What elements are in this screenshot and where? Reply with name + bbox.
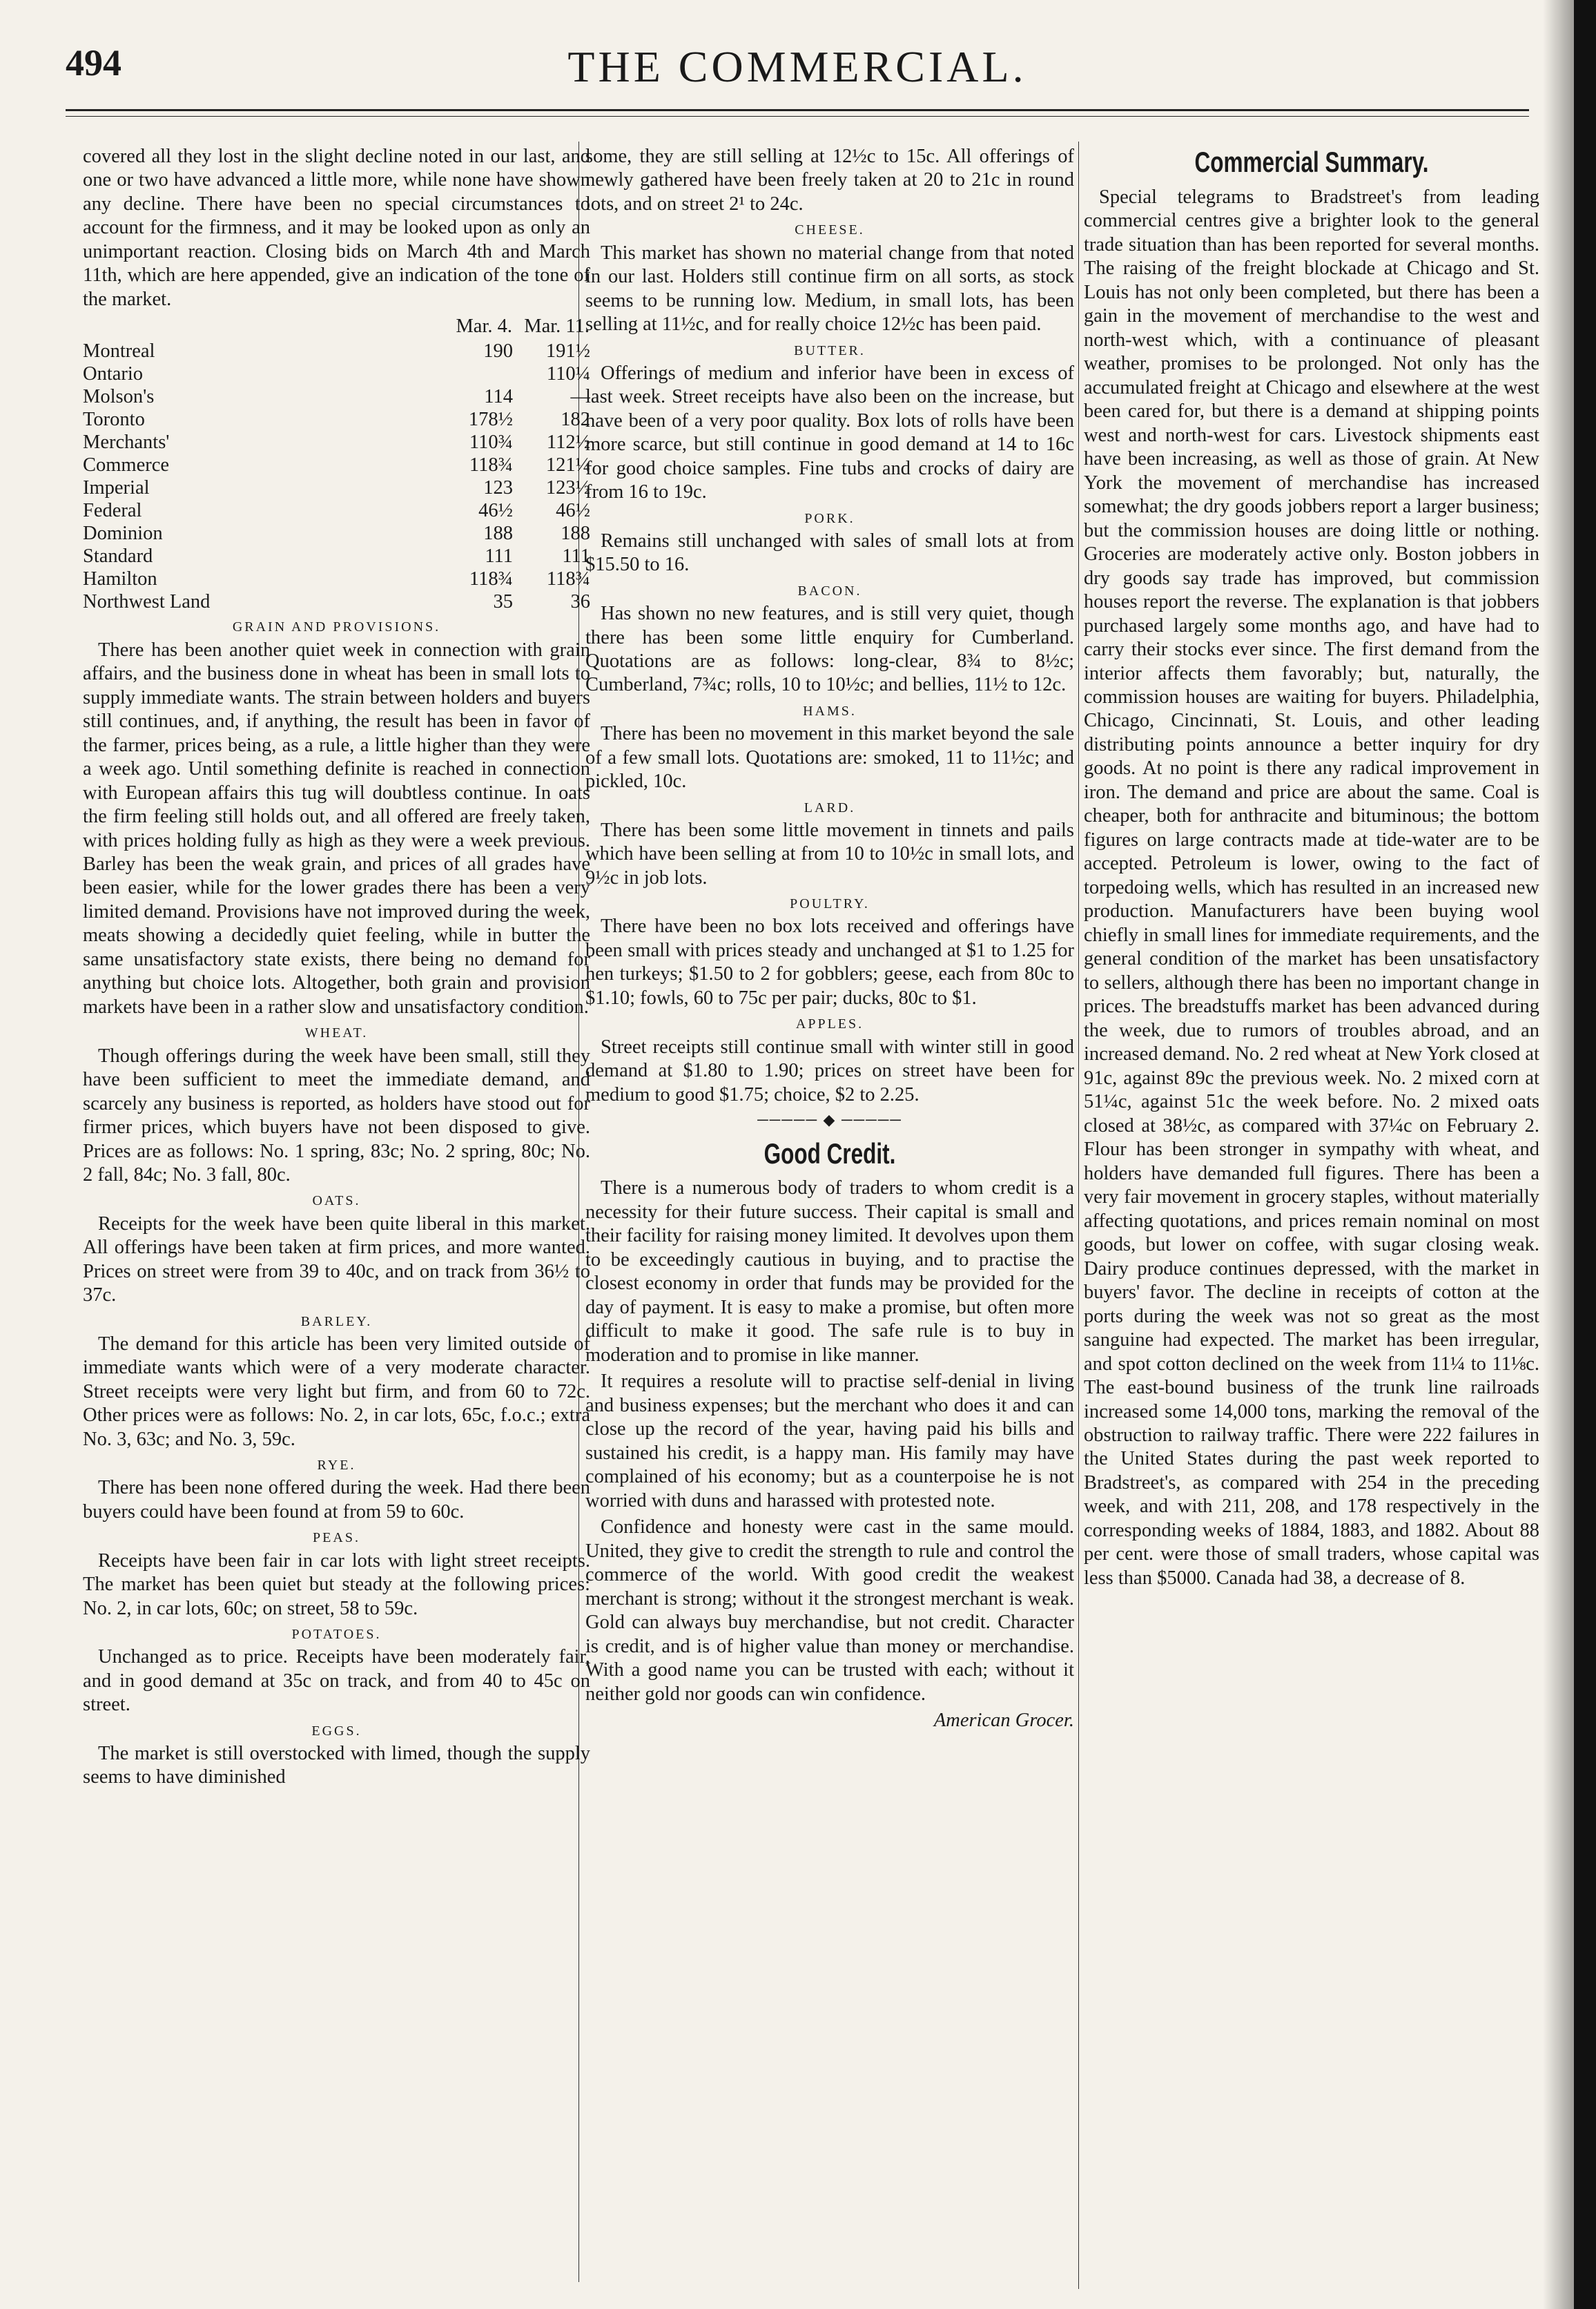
table-row <box>83 499 590 522</box>
stock-name: Imperial <box>83 477 150 499</box>
paragraph: Receipts for the week have been quite liberal in this market. All offerings have been taken at firm prices, and more wanted. Prices on street were from 39 to 40c, and on track from 36½ to 37c. <box>83 1213 590 1306</box>
column-middle <box>585 145 1074 2292</box>
stock-bid: 46½ <box>478 500 513 522</box>
paragraph: Remains still unchanged with sales of small lots at from $15.50 to 16. <box>585 530 1074 576</box>
table-header-row <box>83 314 590 339</box>
stock-name: Merchants' <box>83 432 170 454</box>
section-heading: EGGS. <box>311 1723 362 1739</box>
stock-bid: 188 <box>483 523 513 545</box>
paragraph: Offerings of medium and inferior have been in excess of last week. Street receipts have also been on the increase, but have been of a very poor quality. Box lots of rolls have been more scarce, but still continue in good demand at 14 to 16c for good choice samples. Fine tubs and crocks of dairy are from 16 to 19c. <box>585 362 1074 503</box>
paragraph: There has been another quiet week in connection with grain affairs, and the business done in wheat has been in small lots to supply immediate wants. The strain between holders and buyers still continues, and, if anything, the result has been in favor of the farmer, prices being, as a rule, a little higher than they were a week ago. Until something definite is reached in connection with European affairs this tug will doubtless continue. In oats the firm feeling still holds out, and all offered are freely taken, with prices holding fully as high as they were a week previous. Barley has been the weak grain, and prices of all grades have been easier, while for the lower grades there has been a very limited demand. Provisions have not improved during the week, meats showing a decidedly quiet feeling, while in butter the same unsatisfactory state exists, there being no demand for anything but choice lots. Altogether, both grain and provision markets have been in a rather slow and unsatisfactory condition. <box>83 639 590 1018</box>
stock-name: Montreal <box>83 340 155 362</box>
stock-bid: 36 <box>570 591 590 613</box>
paragraph: Has shown no new features, and is still very quiet, though there has been some little enquiry for Cumberland. Quotations are as follows: long-clear, 8¾ to 8½c; Cumberland, 7¾c; rolls, 10 to 10½c; and bellies, 11½ to 12c. <box>585 603 1074 696</box>
table-row <box>83 545 590 568</box>
article-title: Commercial Summary. <box>1194 146 1429 178</box>
stock-name: Hamilton <box>83 568 157 590</box>
stock-name: Molson's <box>83 385 155 407</box>
stock-bid: 191½ <box>545 340 590 362</box>
paragraph: Unchanged as to price. Receipts have been moderately fair, and in good demand at 35c on track, and from 40 to 45c on street. <box>83 1646 590 1716</box>
stock-bid: 35 <box>493 591 513 613</box>
table-row <box>83 454 590 476</box>
article-title: Good Credit. <box>763 1137 896 1170</box>
paragraph: There is a numerous body of traders to whom credit is a necessity for their future success. Their capital is small and their facility for raising money limited. It devolves upon them to be exceedingly cautious in buying, and to practise the closest economy in order that funds may be provided for the day of payment. It is easy to make a promise, but often more difficult to make it good. The safe rule is to buy in moderation and to promise in like manner. <box>585 1177 1074 1366</box>
header-rule <box>66 109 1529 111</box>
paragraph: covered all they lost in the slight decline noted in our last, and one or two have advanced a little more, while none have shown any decline. There have been no special circumstances to account for the firmness, and it may be looked upon as only an unimportant reaction. Closing bids on March 4th and March 11th, which are here appended, give an indication of the tone of the market. <box>83 146 590 310</box>
stock-name: Dominion <box>83 523 163 545</box>
header-rule-thin <box>66 116 1529 117</box>
section-heading: BUTTER. <box>794 342 866 358</box>
table-row <box>83 522 590 545</box>
table-row <box>83 568 590 590</box>
stock-bid: 118¾ <box>469 454 513 476</box>
stock-bid: 111 <box>485 545 513 568</box>
stock-bid <box>436 363 513 385</box>
paragraph: The market is still overstocked with limed, though the supply seems to have diminished <box>83 1742 590 1788</box>
stock-bid: 121¼ <box>545 454 590 476</box>
paragraph: Special telegrams to Bradstreet's from leading commercial centres give a brighter look to the general trade situation than has been reported for several months. The raising of the freight blockade at Chicago and St. Louis has not only been completed, but there has been a gain in the movement of merchandise to the west and north-west which, with a continuance of pleasant weather, promises to be prolonged. Not only has the accumulated freight at Chicago and elsewhere at the west been cared for, but there is a demand at shipping points west and north-west for cars. Livestock shipments east have been increasing, as well as those of grain. At New York the movement of merchandise has increased somewhat; the dry goods jobbers report a larger business; but the commission houses are doing little or nothing. Groceries are moderately active only. Boston jobbers in dry goods say trade has improved, but commission houses report the reverse. The explanation is that jobbers purchased largely some months ago, and have had to carry their stocks ever since. The first demand from the interior affects them favorably; but, naturally, the commission houses are waiting for buyers. Philadelphia, Chicago, Cincinnati, St. Louis, and other leading distributing points announce a better inquiry for dry goods. At no point is there any radical improvement in iron. The demand and price are about the same. Coal is cheaper, both for anthracite and bituminous; the bottom figures on large contracts made at tide-water are to be accepted. Petroleum is lower, owing to the fact of torpedoing wells, which has resulted in an increased new production. Manufacturers have been buying wool chiefly in small lines for immediate requirements, and the general condition of the market has been unsatisfactory to sellers, although there has been no important change in prices. The breadstuffs market has been advanced during the week, due to rumors of troubles abroad, and an increased demand. No. 2 red wheat at New York closed at 91c, against 89c the previous week. No. 2 mixed corn at 51¼c, against 51c the week before. No. 2 mixed oats closed at 38½c, as compared with 37¼c on February 2. Flour has been stronger in sympathy with wheat, and holders have demanded full figures. There has been a very fair movement in grocery staples, without materially affecting quotations, and prices remain nominal on most goods, but lower on coffee, with sugar closing weak. Dairy produce continues depressed, with the market in buyers' favor. The decline in receipts of cotton at the ports during the week was not so great as the most sanguine had expected. The market has been irregular, and spot cotton declined on the week from 11¼ to 11⅛c. The east-bound business of the trunk line railroads increased some 14,000 tons, marking the removal of the obstruction to railway traffic. There were 222 failures in the United States during the past week reported to Bradstreet's, as compared with 254 in the preceding week, and with 211, 208, and 178 respectively in the corresponding weeks of 1884, 1883, and 1882. About 88 per cent. were those of small traders, whose capital was less than $5000. Canada had 38, a decrease of 8. <box>1084 186 1539 1589</box>
stock-bid: 112½ <box>546 432 590 454</box>
page-number: 494 <box>66 42 121 84</box>
paragraph: Receipts have been fair in car lots with light street receipts. The market has been quiet but steady at the following prices: No. 2, in car lots, 60c; on street, 58 to 59c. <box>83 1549 590 1619</box>
section-heading: GRAIN AND PROVISIONS. <box>232 619 441 635</box>
bank-stock-table <box>83 314 590 613</box>
section-heading: PEAS. <box>313 1530 360 1546</box>
table-row <box>83 476 590 499</box>
section-heading: RYE. <box>317 1458 356 1474</box>
stock-bid: 118¾ <box>546 568 590 590</box>
paragraph: It requires a resolute will to practise self-denial in living and business expenses; but the merchant who does it and can close up the record of the year, having paid his bills and sustained his credit, is a happy man. His family may have complained of his economy; but as a counterpoise he is not worried with duns and harassed with protested note. <box>585 1371 1074 1511</box>
paragraph: This market has shown no material change from that noted in our last. Holders still continue firm on all sorts, as stock seems to be running low. Medium, in small lots, has been selling at 11½c, and for really choice 12½c has been paid. <box>585 242 1074 336</box>
stock-bid: 110¼ <box>546 363 590 385</box>
stock-bid: 123 <box>483 477 513 499</box>
stock-bid: 178½ <box>468 409 513 431</box>
stock-bid: 188 <box>561 523 590 545</box>
page-header <box>66 41 1529 117</box>
table-header: Mar. 4. <box>456 316 512 338</box>
stock-bid: 182 <box>561 409 590 431</box>
article-source: American Grocer. <box>933 1710 1074 1732</box>
paragraph: Street receipts still continue small with winter still in good demand at $1.80 to 1.90; prices on street have been for medium to good $1.75; choice, $2 to 2.25. <box>585 1036 1074 1105</box>
section-heading: HAMS. <box>803 703 857 719</box>
stock-bid: 118¾ <box>469 568 513 590</box>
paragraph: There has been no movement in this market beyond the sale of a few small lots. Quotations are: smoked, 11 to 11½c; and pickled, 10c. <box>585 723 1074 793</box>
section-heading: CHEESE. <box>795 222 865 238</box>
paragraph: Confidence and honesty were cast in the same mould. United, they give to credit the strength to rule and control the commerce of the world. With good credit the weakest merchant is strong; without it the strongest merchant is weak. Gold can always buy merchandise, but not credit. Character is credit, and is of higher value than money or merchandise. With a good name you can be trusted with each; without it neither gold nor goods can win confidence. <box>585 1516 1074 1705</box>
stock-bid: 114 <box>484 385 513 407</box>
masthead: THE COMMERCIAL. <box>567 42 1027 91</box>
section-heading: PORK. <box>804 510 855 526</box>
stock-name: Standard <box>83 545 153 568</box>
page-edge-shadow <box>1543 0 1574 2309</box>
paragraph: There has been some little movement in tinnets and pails which have been selling at from 10 to 10½c in small lots, and 9½c in job lots. <box>585 819 1074 889</box>
stock-bid: 110¾ <box>469 432 513 454</box>
table-row <box>83 363 590 385</box>
ornament-divider: ───── ◆ ───── <box>757 1111 902 1128</box>
column-right <box>1084 145 1539 2265</box>
section-heading: APPLES. <box>795 1016 864 1032</box>
section-heading: WHEAT. <box>304 1025 369 1041</box>
table-row <box>83 408 590 431</box>
stock-bid: 190 <box>483 340 513 362</box>
table-header: Mar. 11. <box>524 316 590 338</box>
stock-bid: 111 <box>562 545 590 568</box>
section-heading: BARLEY. <box>300 1313 373 1329</box>
stock-name: Federal <box>83 500 142 522</box>
table-row <box>83 431 590 454</box>
table-row <box>83 385 590 408</box>
stock-bid: — <box>570 385 590 407</box>
stock-bid: 46½ <box>556 500 590 522</box>
section-heading: LARD. <box>804 800 856 815</box>
section-heading: BACON. <box>797 583 862 599</box>
stock-name: Commerce <box>83 454 170 476</box>
section-heading: POTATOES. <box>291 1627 382 1642</box>
section-heading: POULTRY. <box>790 896 870 912</box>
table-header <box>83 314 436 339</box>
stock-name: Northwest Land <box>83 591 211 613</box>
column-divider <box>1078 142 1079 2289</box>
paragraph: There has been none offered during the week. Had there been buyers could have been found at from 59 to 60c. <box>83 1477 590 1523</box>
paragraph: Though offerings during the week have been small, still they have been sufficient to meet the immediate demand, and scarcely any business is reported, as holders have stood out for firmer prices, which buyers have not been disposed to give. Prices are as follows: No. 1 spring, 83c; No. 2 spring, 80c; No. 2 fall, 84c; No. 3 fall, 80c. <box>83 1045 590 1186</box>
table-row <box>83 340 590 363</box>
paragraph: The demand for this article has been very limited outside of immediate wants which were of a very moderate character. Street receipts were very light but firm, and from 60 to 72c. Other prices were as follows: No. 2, in car lots, 65c, f.o.c.; extra No. 3, 63c; and No. 3, 59c. <box>83 1333 590 1450</box>
column-left <box>83 145 590 2265</box>
paragraph: There have been no box lots received and offerings have been small with prices steady and unchanged at $1 to 1.25 for hen turkeys; $1.50 to 2 for gobblers; geese, each from 80c to $1.10; fowls, 60 to 75c per pair; ducks, 80c to $1. <box>585 916 1074 1009</box>
paragraph: some, they are still selling at 12½c to 15c. All offerings of newly gathered have been freely taken at 20 to 21c in round lots, and on street 2¹ to 24c. <box>585 146 1074 215</box>
table-row <box>83 590 590 613</box>
stock-name: Toronto <box>83 409 145 431</box>
page-edge <box>1574 0 1596 2309</box>
stock-bid: 123½ <box>545 477 590 499</box>
stock-name: Ontario <box>83 363 144 385</box>
section-heading: OATS. <box>312 1193 361 1209</box>
